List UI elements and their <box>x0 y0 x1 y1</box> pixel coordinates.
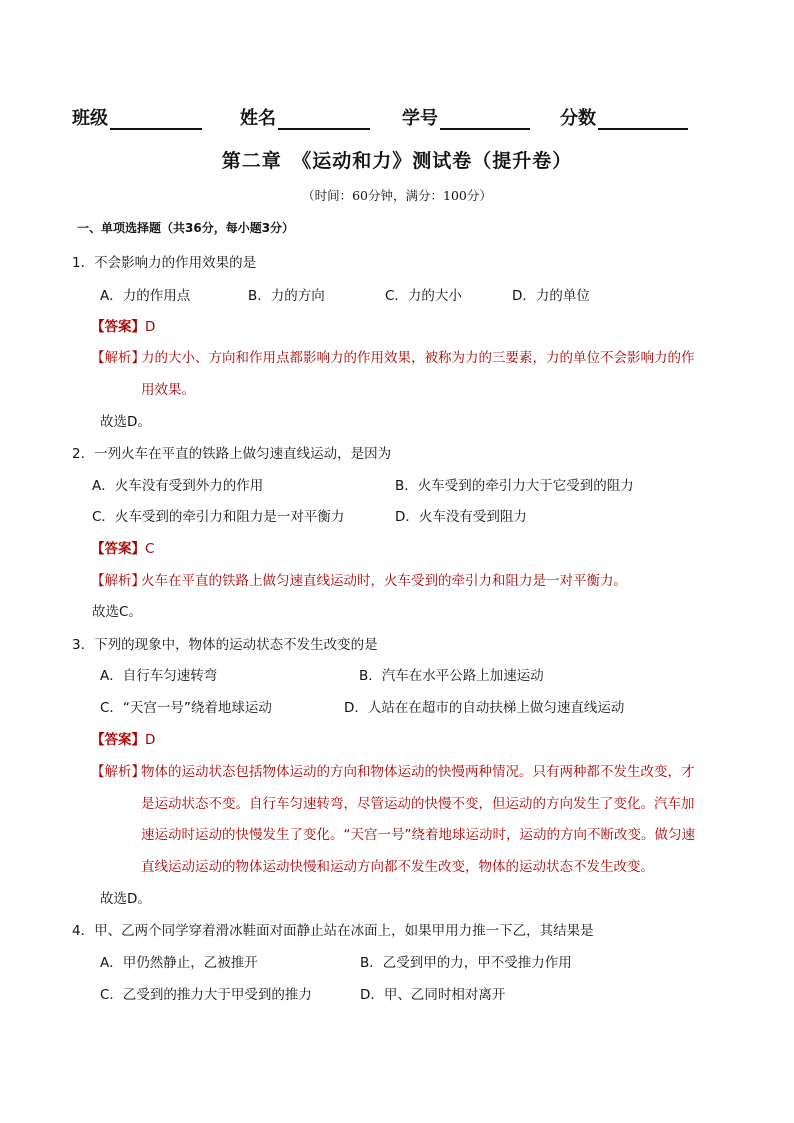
q2-explanation-line-1: 火车在平直的铁路上做匀速直线运动时，火车受到的牵引力和阻力是一对平衡力。 <box>141 573 627 589</box>
q1-conclusion: 故选D。 <box>100 414 151 430</box>
name-label: 姓名 <box>240 108 276 129</box>
score-field <box>560 104 688 130</box>
q4-option-c: C．乙受到的推力大于甲受到的推力 <box>100 987 312 1003</box>
q3-option-b: B．汽车在水平公路上加速运动 <box>359 668 544 684</box>
q3-explanation-line-3: 速运动时运动的快慢发生了变化。“天宫一号”绕着地球运动时，运动的方向不断改变。做匀速 <box>141 827 695 843</box>
q4-option-d: D．甲、乙同时相对离开 <box>360 987 506 1003</box>
q2-explanation-label: 【解析】 <box>91 573 145 589</box>
q3-explanation-label: 【解析】 <box>91 764 145 780</box>
q2-option-a: A．火车没有受到外力的作用 <box>92 478 264 494</box>
q3-option-c: C．“天宫一号”绕着地球运动 <box>100 700 272 716</box>
exam-subtitle: （时间：60分钟，满分：100分） <box>302 188 492 203</box>
q2-answer-value: C <box>145 541 155 557</box>
student-id-blank[interactable] <box>440 108 530 130</box>
q3-explanation-line-4: 直线运动运动的物体运动快慢和运动方向都不发生改变，物体的运动状态不发生改变。 <box>141 859 654 875</box>
q1-explanation-line-1: 力的大小、方向和作用点都影响力的作用效果，被称为力的三要素，力的单位不会影响力的作 <box>141 350 695 366</box>
score-label: 分数 <box>560 108 596 129</box>
q1-option-b: B．力的方向 <box>248 288 325 304</box>
student-id-label: 学号 <box>402 108 438 129</box>
q3-conclusion: 故选D。 <box>100 891 151 907</box>
question-2-stem: 2．一列火车在平直的铁路上做匀速直线运动，是因为 <box>72 446 392 462</box>
class-label: 班级 <box>72 108 108 129</box>
q3-explanation-line-2: 是运动状态不变。自行车匀速转弯，尽管运动的快慢不变，但运动的方向发生了变化。汽车加 <box>141 796 695 812</box>
q2-option-b: B．火车受到的牵引力大于它受到的阻力 <box>395 478 634 494</box>
q1-answer-value: D <box>145 319 156 335</box>
question-1-stem: 1．不会影响力的作用效果的是 <box>72 255 257 271</box>
q1-option-c: C．力的大小 <box>385 288 462 304</box>
q1-answer-label: 【答案】 <box>91 319 145 335</box>
q2-option-c: C．火车受到的牵引力和阻力是一对平衡力 <box>92 509 345 525</box>
q2-option-d: D．火车没有受到阻力 <box>395 509 527 525</box>
q2-answer <box>91 537 154 557</box>
q4-option-a: A．甲仍然静止，乙被推开 <box>100 955 258 971</box>
q3-explanation-line-1: 物体的运动状态包括物体运动的方向和物体运动的快慢两种情况。只有两种都不发生改变，才 <box>141 764 695 780</box>
name-blank[interactable] <box>278 108 370 130</box>
q2-answer-label: 【答案】 <box>91 541 145 557</box>
class-field <box>72 104 202 130</box>
exam-title: 第二章 《运动和力》测试卷（提升卷） <box>221 150 573 172</box>
class-blank[interactable] <box>110 108 202 130</box>
q3-answer <box>91 728 155 748</box>
q1-option-d: D．力的单位 <box>512 288 590 304</box>
question-3-stem: 3．下列的现象中，物体的运动状态不发生改变的是 <box>72 637 378 653</box>
q1-explanation-line-2: 用效果。 <box>141 382 195 398</box>
score-blank[interactable] <box>598 108 688 130</box>
q1-answer <box>91 315 155 335</box>
name-field <box>240 104 370 130</box>
section-heading: 一、单项选择题（共36分，每小题3分） <box>77 221 295 235</box>
q1-option-a: A．力的作用点 <box>100 288 191 304</box>
student-id-field <box>402 104 530 130</box>
q3-answer-label: 【答案】 <box>91 732 145 748</box>
question-4-stem: 4．甲、乙两个同学穿着滑冰鞋面对面静止站在冰面上，如果甲用力推一下乙，其结果是 <box>72 923 594 939</box>
q2-conclusion: 故选C。 <box>92 604 142 620</box>
q3-option-a: A．自行车匀速转弯 <box>100 668 218 684</box>
q1-explanation-label: 【解析】 <box>91 350 145 366</box>
q3-option-d: D．人站在在超市的自动扶梯上做匀速直线运动 <box>344 700 625 716</box>
student-info-row <box>0 104 794 130</box>
q4-option-b: B．乙受到甲的力，甲不受推力作用 <box>360 955 572 971</box>
q3-answer-value: D <box>145 732 156 748</box>
